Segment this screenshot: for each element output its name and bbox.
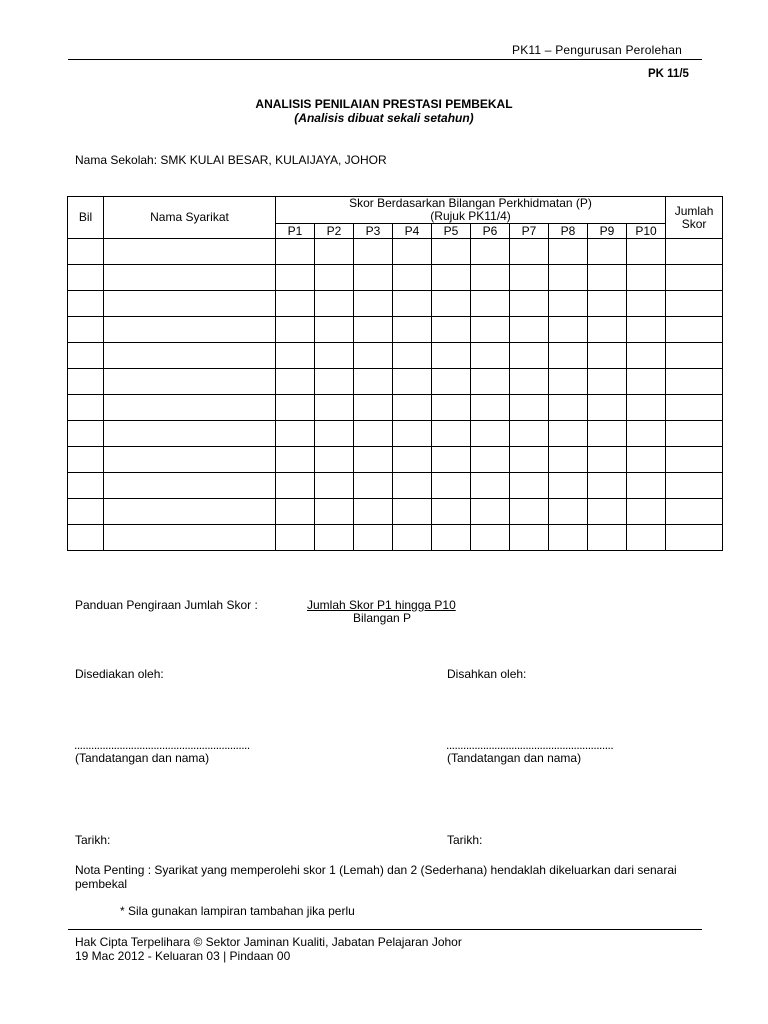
approved-date-label: Tarikh: (447, 833, 483, 847)
table-cell (393, 369, 432, 395)
table-cell (315, 525, 354, 551)
table-cell (68, 343, 104, 369)
table-cell (471, 343, 510, 369)
table-cell (471, 499, 510, 525)
table-cell (354, 525, 393, 551)
table-cell (276, 395, 315, 421)
table-cell (393, 265, 432, 291)
table-cell (276, 343, 315, 369)
table-cell (471, 239, 510, 265)
table-cell (471, 395, 510, 421)
table-cell (104, 447, 276, 473)
total-line2: Skor (681, 216, 707, 231)
table-cell (627, 291, 666, 317)
important-note: Nota Penting : Syarikat yang memperolehi skor 1 (Lemah) dan 2 (Sederhana) hendaklah dikeluarkan dari senarai pembekal (75, 863, 677, 891)
table-cell (432, 239, 471, 265)
table-cell (666, 525, 723, 551)
table-cell (276, 317, 315, 343)
extra-attachment-note: * Sila gunakan lampiran tambahan jika perlu (120, 904, 355, 918)
table-cell (104, 317, 276, 343)
table-cell (549, 525, 588, 551)
col-header-p2: P2 (315, 224, 354, 239)
table-cell (510, 291, 549, 317)
footer-revision: 19 Mac 2012 - Keluaran 03 | Pindaan 00 (75, 949, 291, 963)
table-cell (393, 421, 432, 447)
table-cell (104, 473, 276, 499)
table-cell (393, 239, 432, 265)
table-cell (588, 421, 627, 447)
table-cell (510, 447, 549, 473)
table-cell (68, 291, 104, 317)
table-cell (471, 265, 510, 291)
table-cell (549, 239, 588, 265)
col-header-p8: P8 (549, 224, 588, 239)
table-cell (588, 499, 627, 525)
table-cell (627, 239, 666, 265)
table-cell (315, 265, 354, 291)
table-cell (354, 473, 393, 499)
table-cell (588, 369, 627, 395)
table-cell (588, 525, 627, 551)
table-cell (588, 317, 627, 343)
table-cell (104, 239, 276, 265)
table-cell (315, 317, 354, 343)
table-cell (549, 447, 588, 473)
table-cell (588, 473, 627, 499)
table-cell (627, 447, 666, 473)
table-cell (68, 499, 104, 525)
score-guide-label: Panduan Pengiraan Jumlah Skor : (75, 598, 258, 612)
table-cell (549, 265, 588, 291)
table-cell (354, 291, 393, 317)
table-cell (354, 317, 393, 343)
table-cell (68, 421, 104, 447)
score-group-line1: Skor Berdasarkan Bilangan Perkhidmatan (P) (349, 196, 592, 210)
score-group-line2: (Rujuk PK11/4) (430, 209, 511, 223)
approved-by-label: Disahkan oleh: (447, 667, 527, 681)
table-row (68, 395, 723, 421)
table-cell (276, 525, 315, 551)
table-cell (276, 265, 315, 291)
table-cell (276, 421, 315, 447)
table-cell (104, 421, 276, 447)
table-cell (276, 447, 315, 473)
table-cell (666, 343, 723, 369)
col-header-company: Nama Syarikat (104, 197, 276, 239)
table-cell (666, 473, 723, 499)
table-cell (393, 343, 432, 369)
table-cell (432, 265, 471, 291)
table-cell (471, 525, 510, 551)
table-cell (510, 239, 549, 265)
table-body (68, 239, 723, 551)
footer-copyright: Hak Cipta Terpelihara © Sektor Jaminan Kualiti, Jabatan Pelajaran Johor (75, 935, 462, 949)
table-cell (68, 447, 104, 473)
table-cell (666, 291, 723, 317)
total-line1: Jumlah (674, 203, 714, 218)
table-cell (510, 473, 549, 499)
approved-signature-caption: (Tandatangan dan nama) (447, 751, 582, 765)
table-cell (666, 369, 723, 395)
table-cell (354, 499, 393, 525)
table-cell (510, 525, 549, 551)
table-cell (354, 343, 393, 369)
table-cell (393, 499, 432, 525)
header-title: PK11 – Pengurusan Perolehan (512, 43, 682, 57)
table-cell (104, 395, 276, 421)
table-cell (432, 395, 471, 421)
table-cell (627, 369, 666, 395)
col-header-p1: P1 (276, 224, 315, 239)
table-cell (354, 421, 393, 447)
table-cell (510, 317, 549, 343)
table-cell (549, 343, 588, 369)
table-cell (510, 421, 549, 447)
table-cell (432, 317, 471, 343)
table-cell (354, 265, 393, 291)
table-cell (588, 447, 627, 473)
table-cell (68, 395, 104, 421)
table-cell (104, 291, 276, 317)
table-cell (588, 239, 627, 265)
table-cell (432, 525, 471, 551)
table-cell (627, 343, 666, 369)
score-guide-denominator: Bilangan P (353, 611, 412, 625)
table-row (68, 343, 723, 369)
table-cell (276, 291, 315, 317)
col-header-p5: P5 (432, 224, 471, 239)
col-header-score-group (276, 197, 666, 224)
table-row (68, 291, 723, 317)
table-cell (393, 525, 432, 551)
table-cell (68, 525, 104, 551)
table-cell (104, 499, 276, 525)
table-cell (104, 525, 276, 551)
table-cell (104, 343, 276, 369)
table-cell (104, 369, 276, 395)
table-cell (549, 421, 588, 447)
table-cell (432, 369, 471, 395)
table-cell (471, 317, 510, 343)
table-cell (471, 369, 510, 395)
table-row (68, 525, 723, 551)
table-cell (432, 473, 471, 499)
document-title: ANALISIS PENILAIAN PRESTASI PEMBEKAL (255, 97, 513, 111)
footer-divider (68, 929, 702, 930)
table-cell (315, 291, 354, 317)
table-cell (432, 421, 471, 447)
table-cell (315, 369, 354, 395)
table-cell (393, 473, 432, 499)
table-row (68, 369, 723, 395)
table-cell (315, 499, 354, 525)
col-header-total (666, 197, 723, 239)
table-row (68, 265, 723, 291)
table-cell (627, 499, 666, 525)
table-cell (666, 395, 723, 421)
table-cell (315, 343, 354, 369)
table-cell (68, 239, 104, 265)
prepared-signature-line: .............................................................. (74, 738, 250, 752)
table-cell (510, 265, 549, 291)
table-cell (471, 421, 510, 447)
table-cell (471, 447, 510, 473)
header-divider (68, 59, 702, 60)
table-cell (549, 317, 588, 343)
table-cell (393, 291, 432, 317)
table-cell (627, 265, 666, 291)
col-header-p7: P7 (510, 224, 549, 239)
table-cell (666, 447, 723, 473)
table-cell (666, 421, 723, 447)
table-cell (354, 447, 393, 473)
table-cell (627, 525, 666, 551)
table-cell (393, 447, 432, 473)
table-cell (627, 395, 666, 421)
table-cell (68, 317, 104, 343)
table-cell (432, 343, 471, 369)
table-cell (588, 265, 627, 291)
table-cell (510, 395, 549, 421)
table-cell (276, 473, 315, 499)
prepared-signature-caption: (Tandatangan dan nama) (75, 751, 210, 765)
table-cell (510, 343, 549, 369)
score-guide-numerator: Jumlah Skor P1 hingga P10 (307, 598, 456, 612)
table-cell (471, 291, 510, 317)
prepared-by-label: Disediakan oleh: (75, 667, 164, 681)
table-cell (354, 395, 393, 421)
table-cell (510, 499, 549, 525)
table-cell (666, 317, 723, 343)
table-cell (627, 421, 666, 447)
table-row (68, 239, 723, 265)
table-cell (510, 369, 549, 395)
approved-signature-line: ........................................................... (446, 738, 614, 752)
table-cell (354, 369, 393, 395)
table-row (68, 317, 723, 343)
col-header-p9: P9 (588, 224, 627, 239)
col-header-p4: P4 (393, 224, 432, 239)
col-header-p10: P10 (627, 224, 666, 239)
prepared-date-label: Tarikh: (75, 833, 111, 847)
col-header-p6: P6 (471, 224, 510, 239)
table-cell (315, 395, 354, 421)
table-cell (393, 317, 432, 343)
table-cell (549, 499, 588, 525)
table-row (68, 447, 723, 473)
table-cell (588, 343, 627, 369)
table-row (68, 421, 723, 447)
col-header-bil: Bil (68, 197, 104, 239)
table-cell (68, 265, 104, 291)
table-cell (627, 317, 666, 343)
table-cell (549, 473, 588, 499)
table-cell (276, 369, 315, 395)
table-cell (666, 239, 723, 265)
table-cell (354, 239, 393, 265)
col-header-p3: P3 (354, 224, 393, 239)
table-cell (276, 499, 315, 525)
table-row (68, 499, 723, 525)
table-cell (68, 369, 104, 395)
table-cell (432, 291, 471, 317)
table-cell (276, 239, 315, 265)
table-cell (549, 291, 588, 317)
table-cell (588, 395, 627, 421)
table-cell (104, 265, 276, 291)
table-cell (627, 473, 666, 499)
document-subtitle: (Analisis dibuat sekali setahun) (294, 111, 474, 125)
table-cell (315, 447, 354, 473)
form-code: PK 11/5 (648, 68, 689, 80)
table-cell (315, 239, 354, 265)
table-cell (68, 473, 104, 499)
table-cell (549, 369, 588, 395)
table-cell (471, 473, 510, 499)
table-cell (432, 499, 471, 525)
supplier-score-table (67, 196, 723, 551)
table-cell (315, 421, 354, 447)
table-cell (588, 291, 627, 317)
table-cell (666, 499, 723, 525)
table-cell (315, 473, 354, 499)
table-cell (549, 395, 588, 421)
school-name: Nama Sekolah: SMK KULAI BESAR, KULAIJAYA, JOHOR (75, 153, 387, 167)
table-cell (666, 265, 723, 291)
table-cell (393, 395, 432, 421)
table-row (68, 473, 723, 499)
table-cell (432, 447, 471, 473)
